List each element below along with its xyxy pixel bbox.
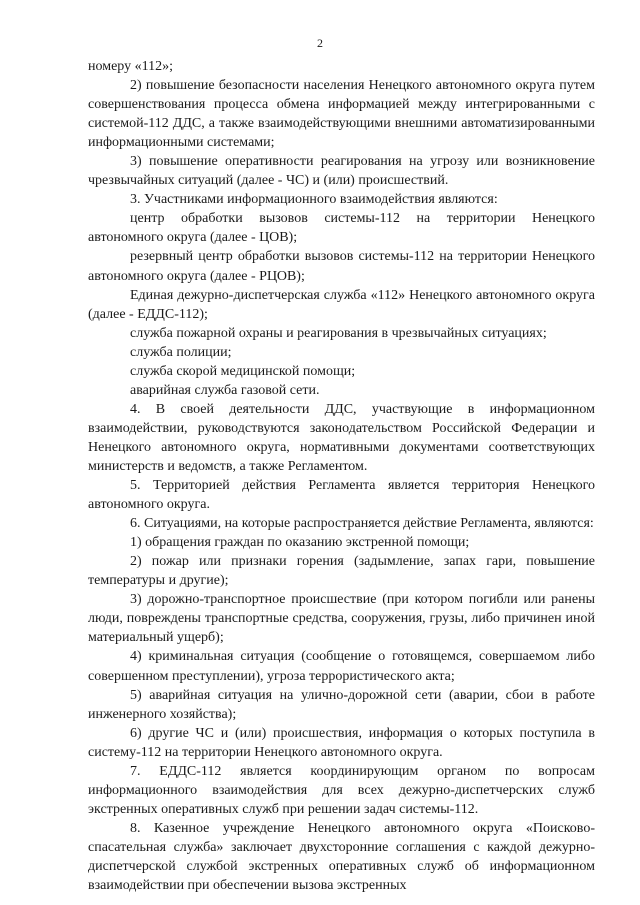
document-body bbox=[88, 57, 595, 895]
paragraph: 2) повышение безопасности населения Ненецкого автономного округа путем совершенствования процесса обмена информацией между интегрированными с системой-112 ДДС, а также взаимодействующими внешними автоматизированными информационными системами; bbox=[88, 78, 595, 151]
paragraph: 6. Ситуациями, на которые распространяется действие Регламента, являются: bbox=[130, 516, 594, 532]
paragraph: 7. ЕДДС-112 является координирующим органом по вопросам информационного взаимодействия для всех дежурно-диспетчерских служб экстренных оперативных служб при решении задач системы-112. bbox=[88, 763, 595, 817]
paragraph: 8. Казенное учреждение Ненецкого автономного округа «Поисково-спасательная служба» заключает двухсторонние соглашения с каждой дежурно-диспетчерской службой экстренных оперативных служб об информационном взаимодействии при обеспечении вызова экстренных bbox=[88, 820, 595, 894]
paragraph: номеру «112»; bbox=[88, 59, 173, 74]
paragraph: 1) обращения граждан по оказанию экстренной помощи; bbox=[130, 535, 470, 551]
paragraph: центр обработки вызовов системы-112 на территории Ненецкого автономного округа (далее - ЦОВ); bbox=[88, 211, 595, 246]
paragraph: 3) дорожно-транспортное происшествие (при котором погибли или ранены люди, повреждены транспортные средства, сооружения, грузы, либо причинен иной материальный ущерб); bbox=[88, 592, 595, 646]
paragraph: 5) аварийная ситуация на улично-дорожной сети (аварии, сбои в работе инженерного хозяйства); bbox=[88, 687, 595, 722]
paragraph: аварийная служба газовой сети. bbox=[130, 382, 320, 398]
page-number: 2 bbox=[317, 36, 323, 50]
paragraph: 6) другие ЧС и (или) происшествия, информация о которых поступила в систему-112 на территории Ненецкого автономного округа. bbox=[88, 725, 595, 760]
paragraph: служба пожарной охраны и реагирования в чрезвычайных ситуациях; bbox=[130, 325, 547, 341]
paragraph: служба скорой медицинской помощи; bbox=[130, 363, 356, 379]
paragraph: резервный центр обработки вызовов системы-112 на территории Ненецкого автономного округа (далее - РЦОВ); bbox=[88, 249, 595, 284]
paragraph: служба полиции; bbox=[130, 344, 232, 360]
paragraph: 2) пожар или признаки горения (задымление, запах гари, повышение температуры и другие); bbox=[88, 554, 595, 589]
paragraph: 3. Участниками информационного взаимодействия являются: bbox=[130, 192, 498, 208]
paragraph: Единая дежурно-диспетчерская служба «112» Ненецкого автономного округа (далее - ЕДДС-112); bbox=[88, 287, 595, 322]
paragraph: 3) повышение оперативности реагирования на угрозу или возникновение чрезвычайных ситуаций (далее - ЧС) и (или) происшествий. bbox=[88, 154, 595, 189]
paragraph: 4. В своей деятельности ДДС, участвующие в информационном взаимодействии, руководствуются законодательством Российской Федерации и Ненецкого автономного округа, нормативными документами соответствующих министерств и ведомств, а также Регламентом. bbox=[88, 401, 595, 474]
paragraph: 5. Территорией действия Регламента является территория Ненецкого автономного округа. bbox=[88, 478, 595, 513]
paragraph: 4) криминальная ситуация (сообщение о готовящемся, совершаемом либо совершенном преступлении), угроза террористического акта; bbox=[88, 649, 595, 684]
